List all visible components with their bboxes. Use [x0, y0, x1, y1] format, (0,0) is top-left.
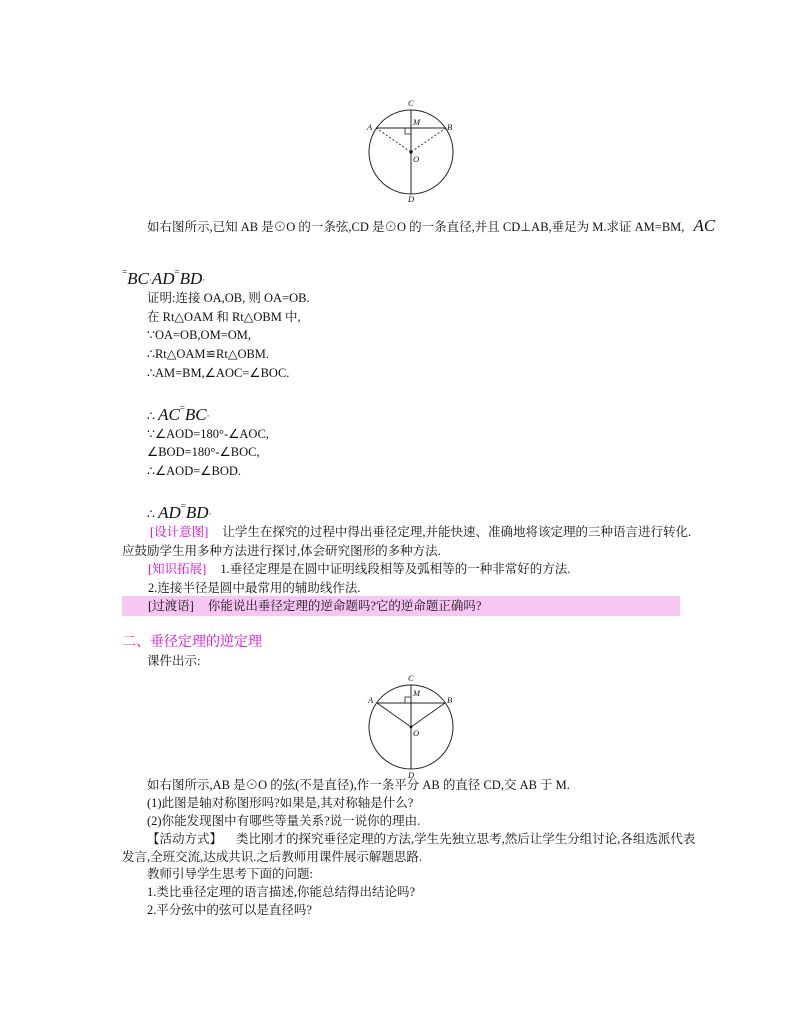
courseware-label: 课件出示: [147, 654, 201, 668]
statement-text: 如右图所示,已知 AB 是⊙O 的一条弦,CD 是⊙O 的一条直径,并且 CD⊥AB,垂足为 M.求证 AM=BM, [147, 220, 685, 234]
radius-oa [376, 128, 411, 152]
label-b: B [447, 695, 453, 705]
knowledge-extension-line [148, 561, 570, 577]
label-c: C [408, 98, 414, 108]
arc-bc: BC [184, 405, 207, 424]
therefore-symbol: ∴ [147, 507, 155, 521]
label-c: C [408, 673, 414, 683]
question-2: (2)你能发现图中有哪些等量关系?说一说你的理由. [147, 814, 421, 828]
label-b: B [447, 122, 453, 132]
statement-arc-ac: AC [693, 216, 716, 235]
label-o: O [413, 154, 420, 164]
transition-line [148, 598, 481, 614]
arc-mark: = [180, 501, 186, 511]
activity-text: 类比刚才的探究垂径定理的方法,学生先独立思考,然后让学生分组讨论,各组选派代表 [236, 832, 696, 846]
proof-line: ∴Rt△OAM≌Rt△OBM. [147, 347, 270, 361]
transition-tag: [过渡语] [148, 599, 194, 613]
design-intent-text: 让学生在探究的过程中得出垂径定理,并能快速、准确地将该定理的三种语言进行转化. [222, 525, 692, 539]
arc-bd: BD [185, 503, 209, 522]
proof-arc-conclusion-1 [147, 398, 210, 426]
design-intent-tag: [设计意图] [150, 525, 209, 539]
label-a: A [367, 122, 373, 132]
proof-line: 在 Rt△OAM 和 Rt△OBM 中, [147, 310, 301, 324]
statement-arcs-line [122, 262, 205, 290]
activity-line [147, 831, 695, 847]
separator-dot: · [148, 275, 152, 285]
proof-line: ∵∠AOD=180°-∠AOC, [147, 427, 269, 441]
arc-mark: = [179, 403, 185, 413]
design-intent-line-2: 应鼓励学生用多种方法进行探讨,体会研究图形的多种方法. [122, 544, 441, 558]
proof-line: ∵OA=OB,OM=OM, [147, 328, 252, 342]
center-point [410, 726, 413, 729]
arc-bd: BD [179, 269, 203, 288]
activity-line-2: 发言,全班交流,达成共识.之后教师用课件展示解题思路. [122, 850, 423, 864]
knowledge-extension-text: 1.垂径定理是在圆中证明线段相等及弧相等的一种非常好的方法. [220, 562, 571, 576]
label-d: D [408, 770, 415, 780]
arc-ad: AD [151, 269, 175, 288]
right-angle-mark [405, 128, 411, 134]
proof-arc-conclusion-2 [147, 496, 212, 524]
arc-bc: BC [127, 269, 149, 288]
separator-dot: · [208, 509, 212, 519]
activity-tag: 【活动方式】 [147, 832, 223, 846]
proof-line: ∠BOD=180°-∠BOC, [147, 445, 260, 459]
problem-statement: 如右图所示,AB 是⊙O 的弦(不是直径),作一条平分 AB 的直径 CD,交 AB 于 M. [147, 778, 570, 792]
radius-ob [411, 703, 445, 727]
radius-oa [377, 703, 411, 727]
label-o: O [413, 728, 420, 738]
proof-line: ∴∠AOD=∠BOD. [147, 464, 242, 478]
radius-ob [411, 128, 446, 152]
arc-ac: AC [158, 405, 180, 424]
arc-mark: = [174, 267, 180, 277]
separator-dot: · [206, 411, 210, 421]
transition-text: 你能说出垂径定理的逆命题吗?它的逆命题正确吗? [207, 599, 482, 613]
proof-line: ∴AM=BM,∠AOC=∠BOC. [147, 366, 290, 380]
therefore-symbol: ∴ [147, 409, 155, 423]
circle-diagram-1 [355, 95, 465, 205]
right-angle-mark [405, 697, 411, 703]
proof-line: 证明:连接 OA,OB, 则 OA=OB. [147, 291, 310, 305]
circle-diagram-2 [355, 672, 465, 782]
design-intent-line [150, 524, 691, 540]
guide-line: 教师引导学生思考下面的问题: [147, 867, 313, 881]
arc-ad: AD [158, 503, 181, 522]
separator-dot: · [202, 275, 206, 285]
knowledge-extension-line-2: 2.连接半径是圆中最常用的辅助线作法. [148, 581, 361, 595]
label-a: A [368, 695, 374, 705]
label-m: M [413, 117, 421, 127]
knowledge-extension-tag: [知识拓展] [148, 562, 207, 576]
question-1: (1)此图是轴对称图形吗?如果是,其对称轴是什么? [147, 796, 414, 810]
arc-mark: = [122, 267, 128, 277]
label-m: M [413, 688, 421, 698]
guide-item-1: 1.类比垂径定理的语言描述,你能总结得出结论吗? [147, 885, 416, 899]
label-d: D [408, 194, 415, 204]
section-heading: 二、垂径定理的逆定理 [122, 635, 262, 650]
guide-item-2: 2.平分弦中的弦可以是直径吗? [147, 903, 312, 917]
statement-line [147, 218, 715, 235]
